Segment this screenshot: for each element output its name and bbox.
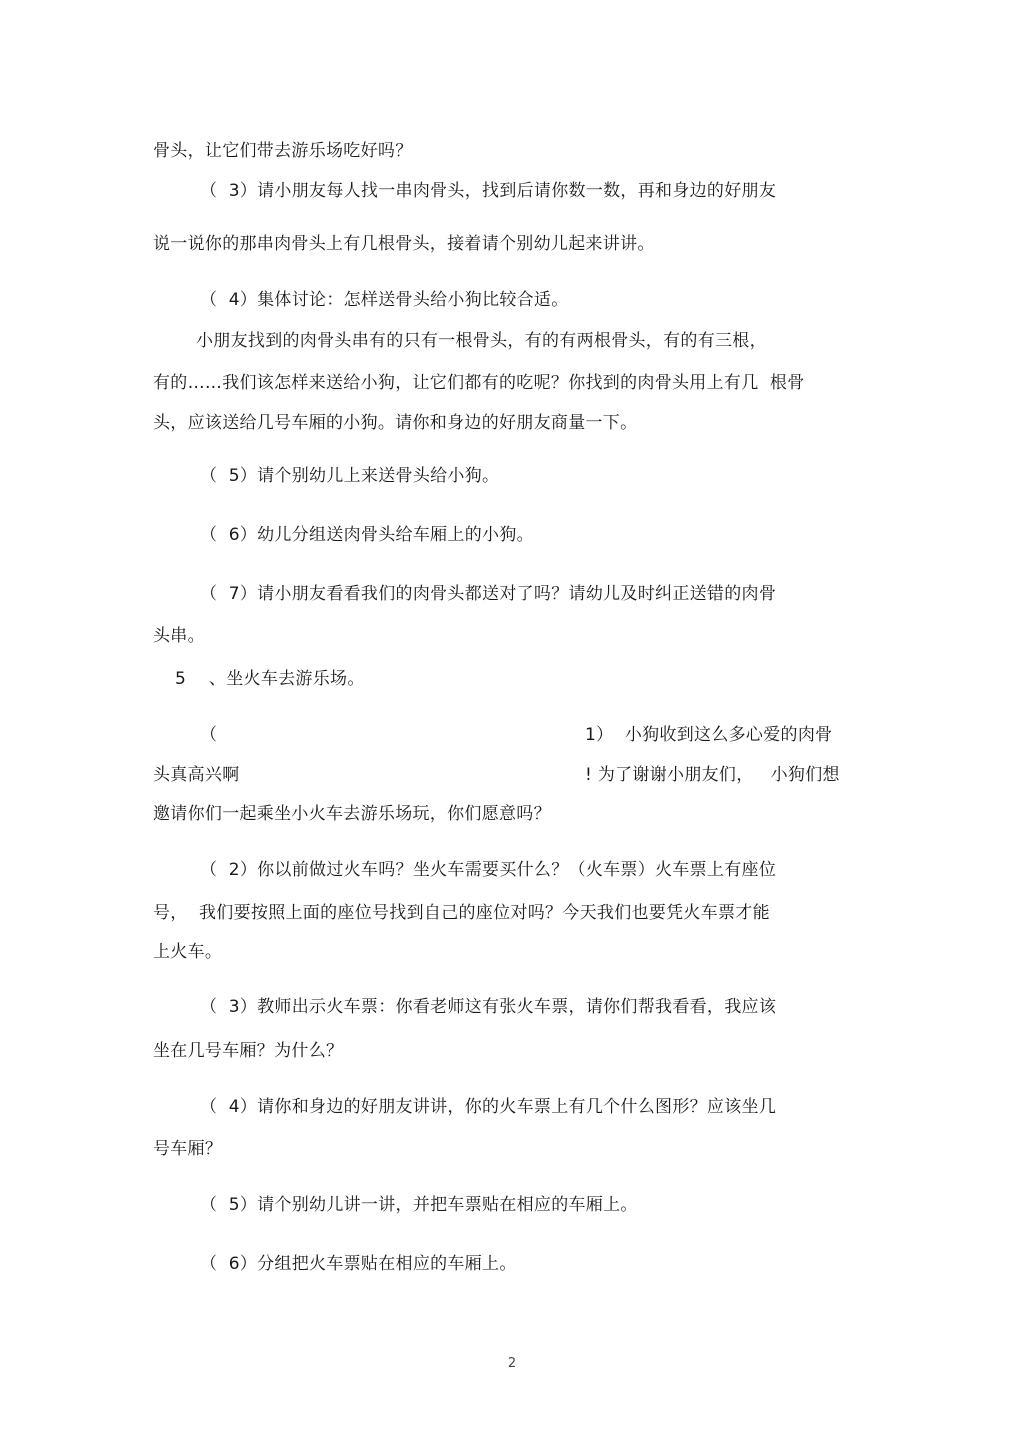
text-line: 上火车。 [153,942,223,962]
text-line: （ 6）幼儿分组送肉骨头给车厢上的小狗。 [200,525,534,545]
text-line: 有的……我们该怎样来送给小狗，让它们都有的吃呢？你找到的肉骨头用上有几 根骨 [153,373,805,393]
text-line: 头串。 [153,626,205,646]
text-line: （ 6）分组把火车票贴在相应的车厢上。 [200,1254,517,1274]
text-line: （ 4）集体讨论：怎样送骨头给小狗比较合适。 [200,290,569,310]
text-line: （ 4）请你和身边的好朋友讲讲，你的火车票上有几个什么图形？应该坐几 [200,1097,777,1117]
text-line: 号车厢？ [153,1139,223,1159]
text-line: 说一说你的那串肉骨头上有几根骨头，接着请个别幼儿起来讲讲。 [153,234,655,254]
text-line: 邀请你们一起乘坐小火车去游乐场玩，你们愿意吗？ [153,804,551,824]
text-line: 头，应该送给几号车厢的小狗。请你和身边的好朋友商量一下。 [153,413,638,433]
text-line: （ 3）教师出示火车票：你看老师这有张火车票，请你们帮我看看，我应该 [200,997,777,1017]
text-line: （ 2）你以前做过火车吗？坐火车需要买什么？（火车票）火车票上有座位 [200,860,777,880]
text-line: 小朋友找到的肉骨头串有的只有一根骨头，有的有两根骨头，有的有三根， [196,331,767,351]
text-line: 号， 我们要按照上面的座位号找到自己的座位对吗？今天我们也要凭火车票才能 [153,903,770,923]
text-line: 头真高兴啊 [153,765,240,785]
text-line: （ 3）请小朋友每人找一串肉骨头，找到后请你数一数，再和身边的好朋友 [200,181,777,201]
text-line: （ 7）请小朋友看看我们的肉骨头都送对了吗？请幼儿及时纠正送错的肉骨 [200,584,777,604]
text-line: ! 为了谢谢小朋友们， 小狗们想 [585,765,840,785]
text-line: 骨头，让它们带去游乐场吃好吗？ [153,141,413,161]
text-line: 1） 小狗收到这么多心爱的肉骨 [585,725,833,745]
text-line: （ [200,725,218,745]
section-heading: 5 、坐火车去游乐场。 [175,669,365,689]
text-line: 坐在几号车厢？为什么？ [153,1041,344,1061]
text-line: （ 5）请个别幼儿上来送骨头给小狗。 [200,466,500,486]
text-line: （ 5）请个别幼儿讲一讲，并把车票贴在相应的车厢上。 [200,1195,638,1215]
page-number: 2 [507,1356,517,1371]
